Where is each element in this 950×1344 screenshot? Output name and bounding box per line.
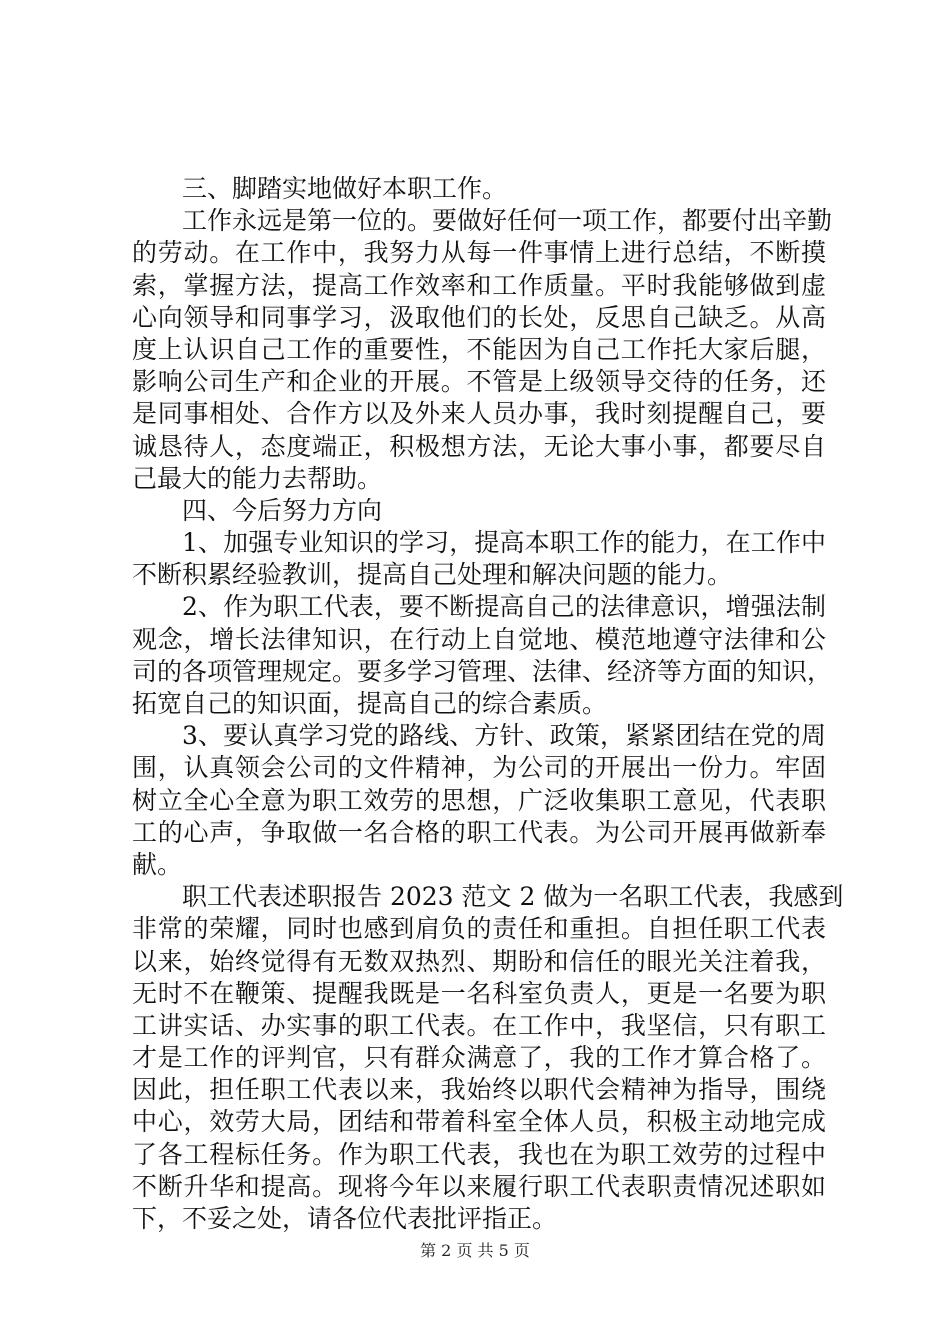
text-line: 非常的荣耀，同时也感到肩负的责任和重担。自担任职工代表 <box>132 914 826 944</box>
text-line: 才是工作的评判官，只有群众满意了，我的工作才算合格了。 <box>132 1043 826 1073</box>
text-line: 三、脚踏实地做好本职工作。 <box>182 174 508 203</box>
page-footer: 第 2 页 共 5 页 <box>420 1241 530 1260</box>
text-line: 1、加强专业知识的学习，提高本职工作的能力，在工作中 <box>182 528 826 558</box>
text-line: 索，掌握方法，提高工作效率和工作质量。平时我能够做到虚 <box>132 270 826 300</box>
text-line: 以来，始终觉得有无数双热烈、期盼和信任的眼光关注着我， <box>132 946 826 976</box>
text-line: 了各工程标任务。作为职工代表，我也在为职工效劳的过程中 <box>132 1139 826 1169</box>
text-line: 围，认真领会公司的文件精神，为公司的开展出一份力。牢固 <box>132 753 826 783</box>
text-line: 因此，担任职工代表以来，我始终以职代会精神为指导，围绕 <box>132 1075 826 1105</box>
text-line: 己最大的能力去帮助。 <box>132 463 383 493</box>
text-line: 工讲实话、办实事的职工代表。在工作中，我坚信，只有职工 <box>132 1010 826 1040</box>
text-line: 影响公司生产和企业的开展。不管是上级领导交待的任务，还 <box>132 367 826 397</box>
text-line: 无时不在鞭策、提醒我既是一名科室负责人，更是一名要为职 <box>132 978 826 1008</box>
text-line: 下，不妥之处，请各位代表批评指正。 <box>132 1204 558 1233</box>
text-line: 拓宽自己的知识面，提高自己的综合素质。 <box>132 689 608 718</box>
text-line: 是同事相处、合作方以及外来人员办事，我时刻提醒自己，要 <box>132 399 826 429</box>
text-line: 观念，增长法律知识，在行动上自觉地、模范地遵守法律和公 <box>132 624 826 654</box>
text-line: 不断升华和提高。现将今年以来履行职工代表职责情况述职如 <box>132 1171 826 1201</box>
text-line: 2、作为职工代表，要不断提高自己的法律意识，增强法制 <box>182 592 826 622</box>
document-body <box>132 173 844 1235</box>
text-line: 司的各项管理规定。要多学习管理、法律、经济等方面的知识， <box>132 656 833 686</box>
text-line: 工作永远是第一位的。要做好任何一项工作，都要付出辛勤 <box>182 206 833 236</box>
text-line: 职工代表述职报告 2023 范文 2 做为一名职工代表，我感到 <box>182 882 844 912</box>
text-line: 四、今后努力方向 <box>182 495 383 525</box>
text-line: 度上认识自己工作的重要性，不能因为自己工作托大家后腿， <box>132 334 826 364</box>
text-line: 心向领导和同事学习，汲取他们的长处，反思自己缺乏。从高 <box>132 302 826 332</box>
text-line: 献。 <box>132 849 183 879</box>
text-line: 工的心声，争取做一名合格的职工代表。为公司开展再做新奉 <box>132 817 826 847</box>
text-line: 不断积累经验教训，提高自己处理和解决问题的能力。 <box>132 560 733 590</box>
text-line: 诚恳待人，态度端正，积极想方法，无论大事小事，都要尽自 <box>132 431 826 461</box>
text-line: 中心，效劳大局，团结和带着科室全体人员，积极主动地完成 <box>132 1107 826 1137</box>
text-line: 的劳动。在工作中，我努力从每一件事情上进行总结，不断摸 <box>132 238 826 268</box>
text-line: 3、要认真学习党的路线、方针、政策，紧紧团结在党的周 <box>182 721 826 751</box>
text-line: 树立全心全意为职工效劳的思想，广泛收集职工意见，代表职 <box>132 785 826 815</box>
